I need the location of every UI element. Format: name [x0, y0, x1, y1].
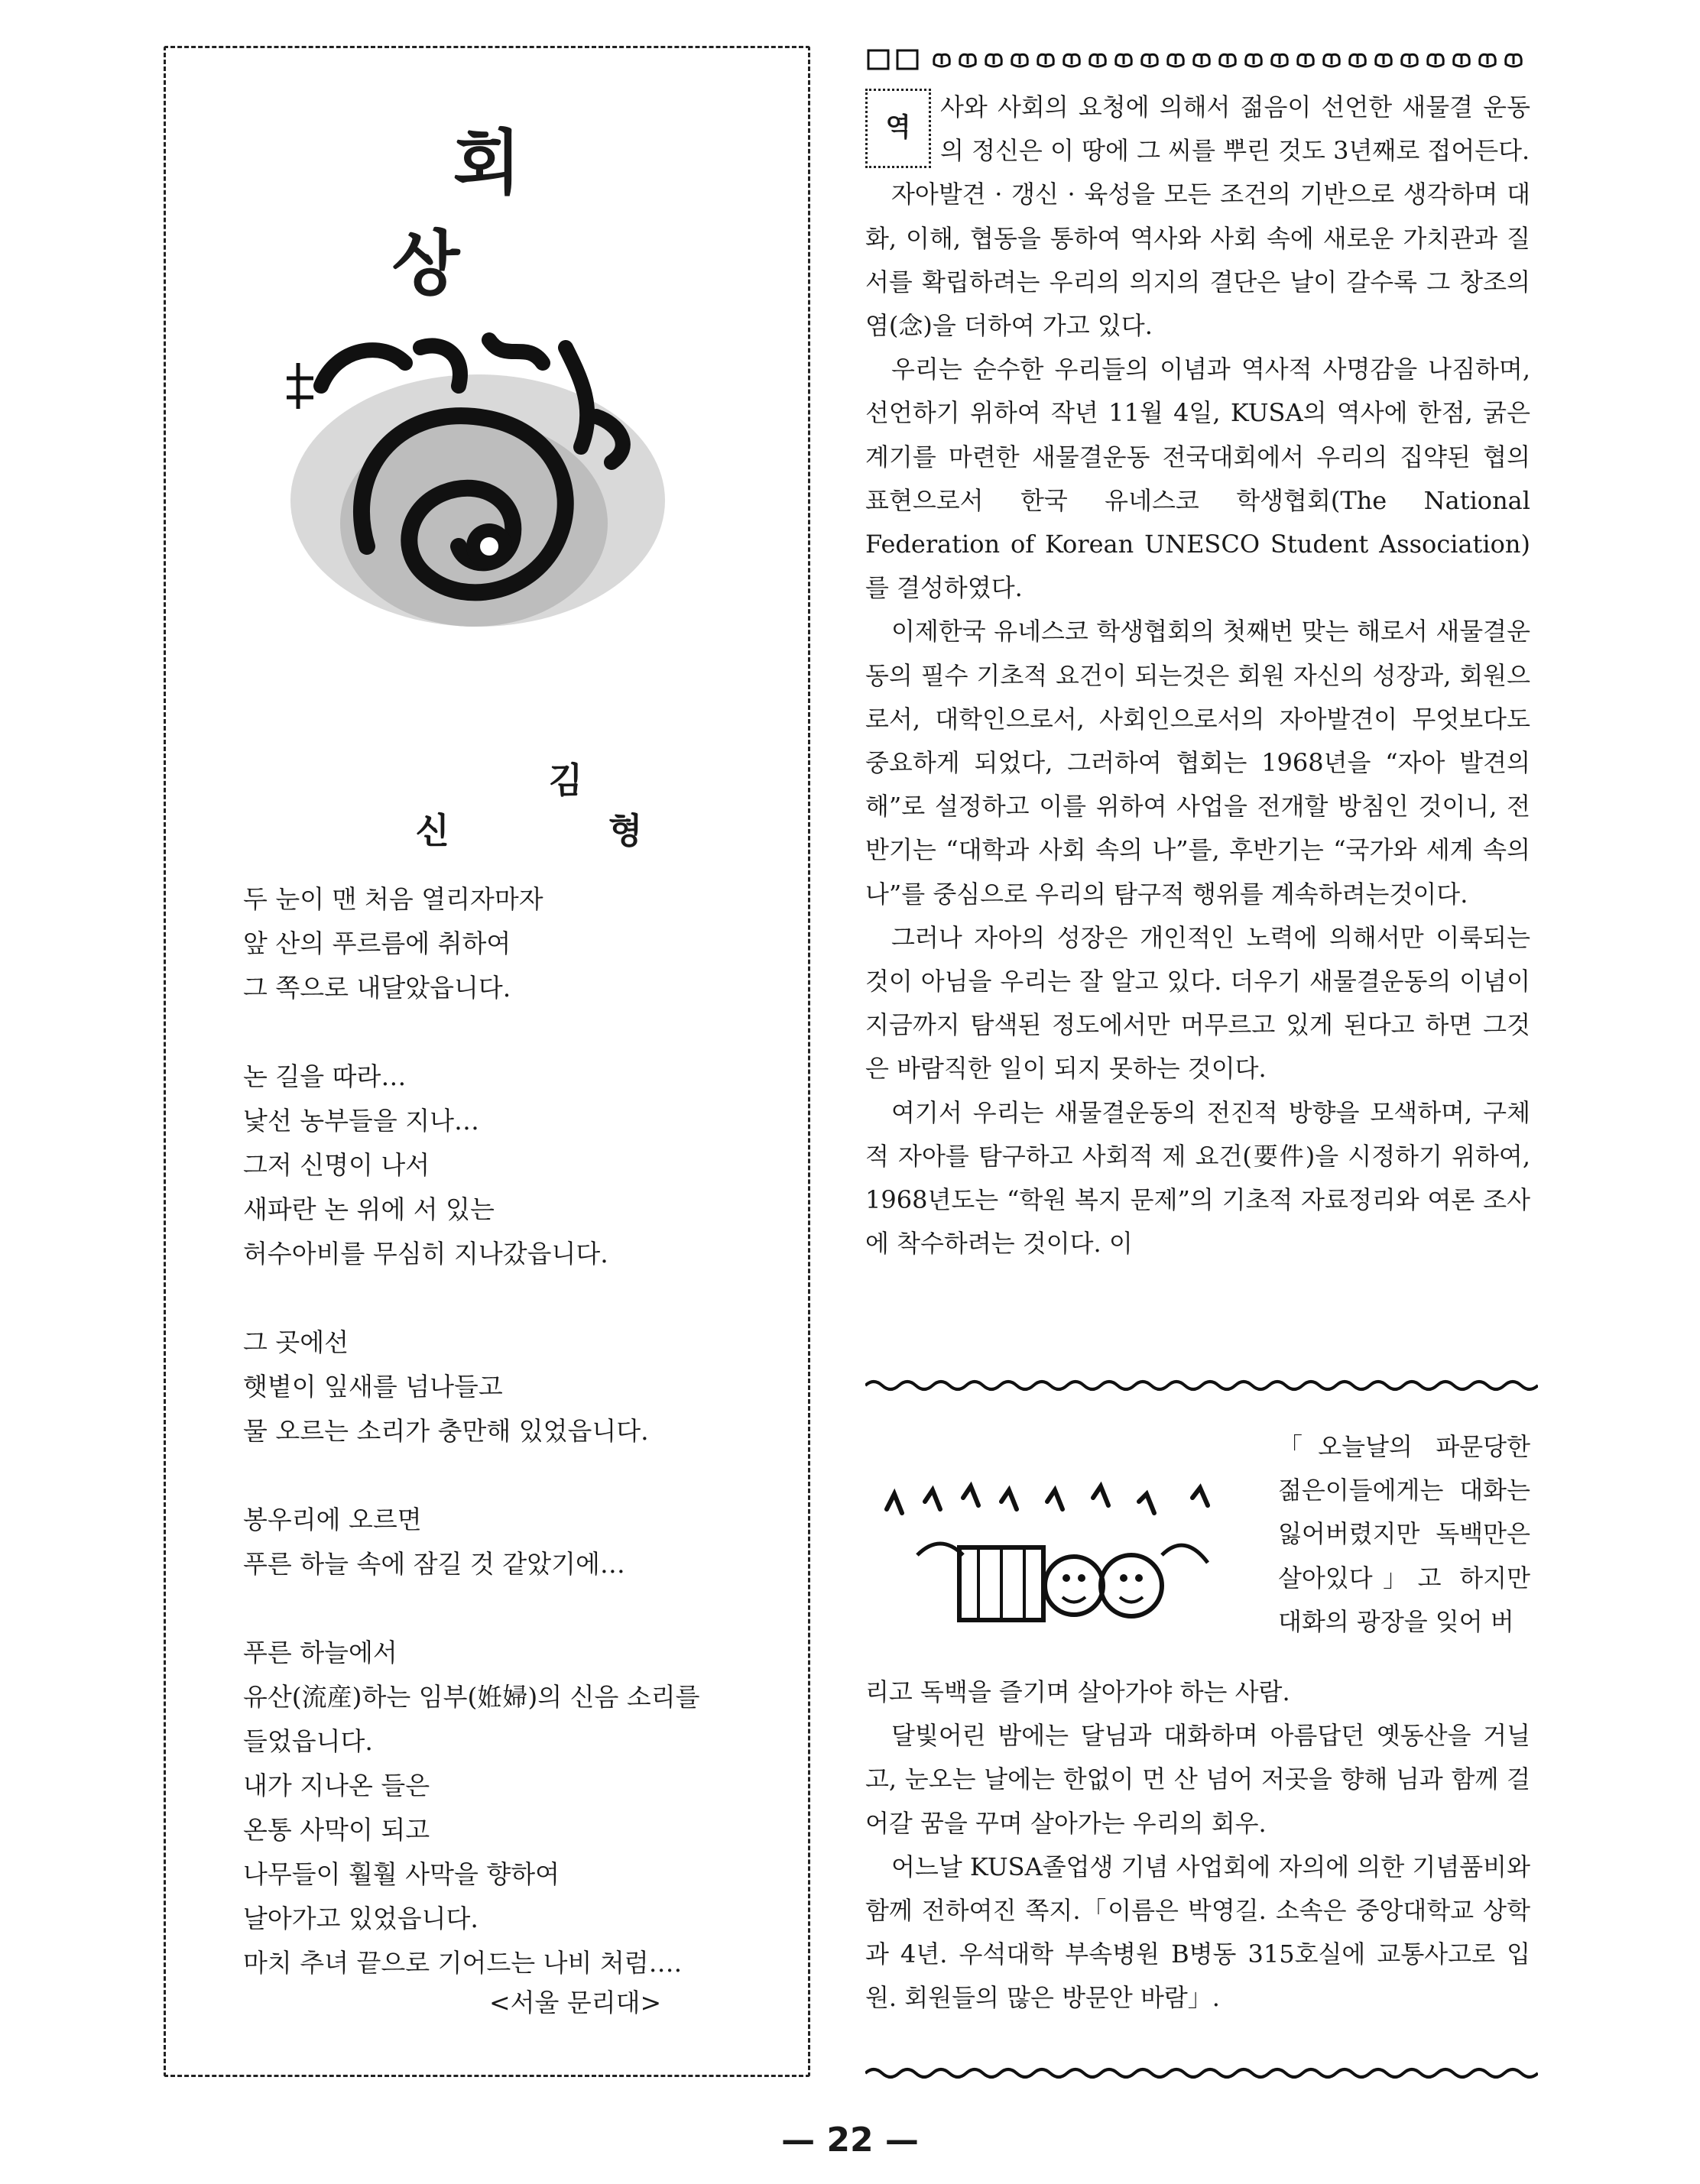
poem-author: 김 신 형	[415, 760, 716, 851]
ornament-flower	[1402, 54, 1418, 66]
ornament-flower	[1272, 54, 1288, 66]
ornament-flower	[1064, 54, 1080, 66]
poem-line: 나무들이 훨훨 사막을 향하여	[243, 1859, 560, 1889]
sketch-illustration	[871, 1479, 1231, 1632]
ornament-flower	[960, 54, 976, 66]
ornament-flower	[1506, 54, 1522, 66]
poem-line: 햇볕이 잎새를 넘나들고	[243, 1372, 503, 1401]
poem-stanza	[243, 1498, 793, 1586]
column-side-text: 「오늘날의 파문당한 젊은이들에게는 대화는 잃어버렸지만 독백만은 살아있다」고 하지만 대화의 광장을 잊어 버	[1278, 1432, 1530, 1636]
essay-paragraph: 여기서 우리는 새물결운동의 전진적 방향을 모색하며, 구체적 자아를 탐구하고 사회적 제 요건(要件)을 시정하기 위하여, 1968년도는 “학원 복지 문제”의 기초적 자료정리와 여론 조사에 착수하려는 것이다. 이	[865, 1097, 1530, 1259]
ornament-flower	[1220, 54, 1236, 66]
ornament-flower	[1116, 54, 1132, 66]
drop-cap-box: 역	[865, 89, 931, 168]
poem-body	[243, 877, 793, 2030]
page-number: — 22 —	[781, 2121, 919, 2160]
ornament-flower	[1480, 54, 1496, 66]
column-text	[865, 1670, 1530, 2020]
poem-line: 허수아비를 무심히 지나갔읍니다.	[243, 1239, 608, 1269]
poem-line: 마치 추녀 끝으로 기어드는 나비 처럼….	[243, 1948, 683, 1978]
poem-line: 들었읍니다.	[243, 1726, 373, 1756]
poem-line: 그 쪽으로 내달았읍니다.	[243, 973, 511, 1003]
poem-line: 날아가고 있었읍니다.	[243, 1904, 479, 1933]
poem-line: 그저 신명이 나서	[243, 1150, 430, 1180]
poem-line: 온통 사막이 되고	[243, 1815, 430, 1845]
poem-line: 물 오르는 소리가 충만해 있었읍니다.	[243, 1416, 649, 1446]
ornament-border-row	[865, 46, 1538, 73]
ornament-flower	[1246, 54, 1262, 66]
poem-line: 푸른 하늘 속에 잠길 것 같았기에…	[243, 1549, 625, 1579]
column-paragraph: 리고 독백을 즐기며 살아가야 하는 사람.	[865, 1677, 1290, 1706]
ornament-flower	[1142, 54, 1158, 66]
ornament-flower	[1298, 54, 1314, 66]
poem-line: 유산(流産)하는 임부(姙婦)의 신음 소리를	[243, 1682, 700, 1712]
essay-paragraph: 이제한국 유네스코 학생협회의 첫째번 맞는 해로서 새물결운동의 필수 기초적 요건이 되는것은 회원 자신의 성장과, 회원으로서, 대학인으로서, 사회인으로서의 자아발견이 무엇보다도 중요하게 되었다, 그러하여 협회는 1968년을 “자아 발견의 해”로 설정하고 이를 위하여 사업을 전개할 방침인 것이니, 전반기는 “대학과 사회 속의 나”를, 후반기는 “국가와 세계 속의 나”를 중심으로 우리의 탐구적 행위를 계속하려는것이다.	[865, 617, 1530, 909]
poem-line: 앞 산의 푸르름에 취하여	[243, 928, 511, 958]
essay-paragraph: 그러나 자아의 성장은 개인적인 노력에 의해서만 이룩되는 것이 아님을 우리는 잘 알고 있다. 더우기 새물결운동의 이념이 지금까지 탐색된 정도에서만 머무르고 있게 된다고 하면 그것은 바람직한 일이 되지 못하는 것이다.	[865, 922, 1530, 1084]
sketch-lettering	[887, 1486, 1208, 1513]
essay-paragraph: 우리는 순수한 우리들의 이념과 역사적 사명감을 나짐하며, 선언하기 위하여 작년 11월 4일, KUSA의 역사에 한점, 굵은 계기를 마련한 새물결운동 전국대회에서 우리의 집약된 협의 표현으로서 한국 유네스코 학생협회(The National Federation of Korean UNESCO Student Association)를 결성하였다.	[865, 355, 1530, 603]
poem-line: 낯선 농부들을 지나…	[243, 1106, 480, 1136]
poem-line: 새파란 논 위에 서 있는	[243, 1194, 495, 1224]
wavy-divider	[865, 2063, 1538, 2083]
wavy-divider	[865, 1376, 1538, 1395]
poem-title: 회 상	[391, 122, 644, 305]
ornament-flower	[1090, 54, 1106, 66]
column-paragraph: 달빛어린 밤에는 달님과 대화하며 아름답던 옛동산을 거닐고, 눈오는 날에는 한없이 먼 산 넘어 저곳을 향해 님과 함께 걸어갈 꿈을 꾸며 살아가는 우리의 회우.	[865, 1721, 1530, 1838]
poem-line: 푸른 하늘에서	[243, 1638, 397, 1667]
ornament-flower	[1194, 54, 1210, 66]
poem-source: <서울 문리대>	[489, 1988, 662, 2017]
ornament-flower	[934, 54, 950, 66]
poem-line: 두 눈이 맨 처음 열리자마자	[243, 884, 543, 914]
ornament-flower	[1038, 54, 1054, 66]
poem-stanza	[243, 1055, 793, 1276]
ornament-flower	[1012, 54, 1028, 66]
poem-illustration	[275, 294, 673, 634]
ornament-flower	[986, 54, 1002, 66]
ornament-flower	[1428, 54, 1444, 66]
essay-paragraph: 역 사와 사회의 요청에 의해서 젊음이 선언한 새물결 운동의 정신은 이 땅에 그 씨를 뿌린 것도 3년째로 접어든다.	[865, 86, 1530, 173]
ornament-flower	[1376, 54, 1392, 66]
sketch-face	[1045, 1557, 1103, 1615]
column-paragraph: 어느날 KUSA졸업생 기념 사업회에 자의에 의한 기념품비와 함께 전하여진 쪽지.「이름은 박영길. 소속은 중앙대학교 상학과 4년. 우석대학 부속병원 B병동 315호실에 교통사고로 입원. 회원들의 많은 방문안 바람」.	[865, 1852, 1530, 2013]
poem-stanza	[243, 1631, 793, 1985]
poem-stanza	[243, 877, 793, 1010]
ornament-flower	[1350, 54, 1366, 66]
ornament-flower	[1324, 54, 1340, 66]
essay-paragraph: 자아발견 · 갱신 · 육성을 모든 조건의 기반으로 생각하며 대화, 이해, 협동을 통하여 역사와 사회 속에 새로운 가치관과 질서를 확립하려는 우리의 의지의 결단은 날이 갈수록 그 창조의 염(念)을 더하여 가고 있다.	[865, 180, 1530, 341]
poem-line: 내가 지나온 들은	[243, 1771, 430, 1800]
ornament-flower	[1454, 54, 1470, 66]
poem-stanza	[243, 1320, 793, 1453]
ornament-flower	[1168, 54, 1184, 66]
poem-line: 논 길을 따라…	[243, 1061, 407, 1091]
essay-text	[865, 86, 1530, 1265]
ornament-flowers	[934, 54, 1522, 66]
poem-line: 봉우리에 오르면	[243, 1505, 422, 1534]
poem-line: 그 곳에선	[243, 1327, 349, 1357]
